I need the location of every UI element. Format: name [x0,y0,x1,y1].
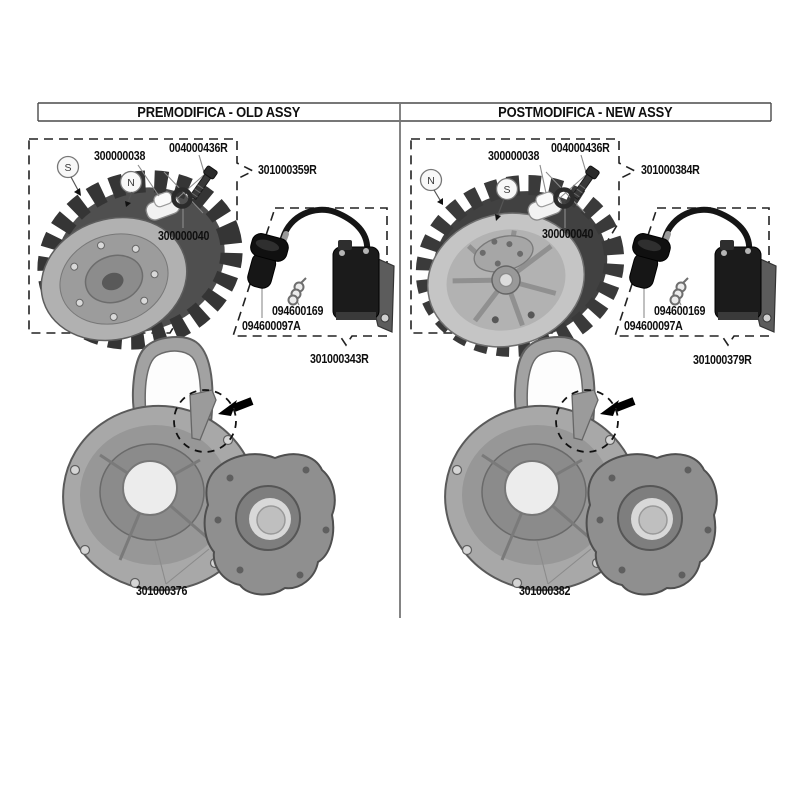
part-label-flywheel-assembly-new: 301000384R [641,162,700,177]
part-label-plug-cap-new: 094600097A [624,318,683,333]
magnet-pole-s-marker-old [58,157,82,197]
magnet-pole-n-label: N [427,175,435,187]
part-label-spring-old: 094600169 [272,303,324,318]
part-label-crankcase-new: 301000382 [519,583,571,598]
magnet-pole-s-label: S [64,162,72,174]
magnet-pole-n-marker-new [421,170,444,206]
part-label-oring-new: 300000040 [542,226,594,241]
part-label-pawl-old: 300000038 [94,148,146,163]
column-new-graphics [408,139,776,603]
part-label-coil-assembly-new: 301000379R [693,352,752,367]
part-label-flywheel-assembly-old: 301000359R [258,162,317,177]
part-label-spring-new: 094600169 [654,303,706,318]
part-label-plug-cap-old: 094600097A [242,318,301,333]
header-old-assy-title: PREMODIFICA - OLD ASSY [137,103,301,121]
magnet-pole-s-label: S [503,184,511,196]
header-new-assy-title: POSTMODIFICA - NEW ASSY [498,103,673,121]
part-label-coil-assembly-old: 301000343R [310,351,369,366]
flywheel-new-illustration [408,165,631,366]
part-label-bolt-old: 004000436R [169,140,228,155]
part-label-pawl-new: 300000038 [488,148,540,163]
column-old-graphics [25,139,394,603]
part-label-crankcase-old: 301000376 [136,583,188,598]
part-label-bolt-new: 004000436R [551,140,610,155]
header-cell-new [400,103,771,121]
part-label-oring-old: 300000040 [158,228,210,243]
magnet-pole-n-label: N [127,177,135,189]
header-cell-old [38,103,400,121]
